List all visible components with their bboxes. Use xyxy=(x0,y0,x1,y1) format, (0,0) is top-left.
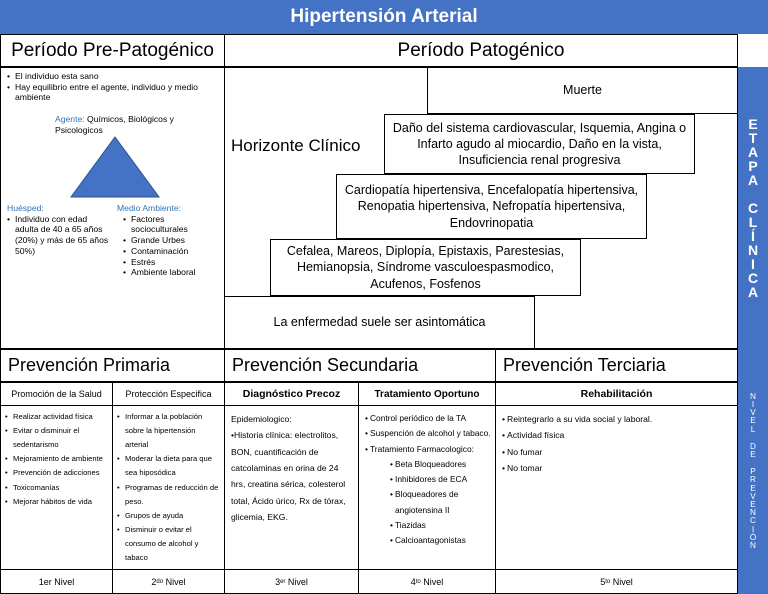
vertical-letter: Í xyxy=(751,228,755,244)
vertical-letter: A xyxy=(747,172,759,188)
medio-label: Medio Ambiente: xyxy=(117,203,182,213)
vertical-letter: L xyxy=(748,214,758,230)
list-item: • Disminuir o evitar el consumo de alcohol y tabaco xyxy=(117,523,220,565)
list-item: • Mejoramiento de ambiente xyxy=(5,452,108,466)
list-item: • Reintegrarlo a su vida social y laboral. xyxy=(502,411,731,427)
huesped-block xyxy=(7,203,111,257)
farmacos-list xyxy=(390,457,491,549)
list-item: • Informar a la población sobre la hipertensión arterial xyxy=(117,410,220,452)
prevencion-secundaria-heading: Prevención Secundaria xyxy=(224,349,496,382)
stage-cardiopatia: Cardiopatía hipertensiva, Encefalopatía hipertensiva, Renopatia hipertensiva, Nefropatía hipertensiva, Endovrinopatia xyxy=(336,174,647,239)
pre-patogenico-panel xyxy=(0,67,225,349)
nivel-5: 5 to Nivel xyxy=(495,569,738,594)
nivel-prevencion-bar xyxy=(738,349,768,594)
cell-proteccion-especifica xyxy=(112,405,225,570)
list-item: • Suspención de alcohol y tabaco. xyxy=(365,426,491,441)
vertical-letter xyxy=(751,187,755,201)
list-item: • Hay equilibrio entre el agente, individuo y medio ambiente xyxy=(7,82,219,103)
vertical-letter: P xyxy=(750,467,756,477)
vertical-letter: V xyxy=(750,491,756,501)
vertical-letter: E xyxy=(750,500,756,509)
vertical-letter: N xyxy=(750,508,756,518)
list-item: • Factores socioculturales xyxy=(123,214,223,235)
vertical-letter: E xyxy=(750,483,756,493)
huesped-label: Huésped: xyxy=(7,203,44,213)
proteccion-list xyxy=(117,410,220,565)
list-item: • Beta Bloqueadores xyxy=(390,457,491,472)
vertical-letter: C xyxy=(750,516,756,526)
nivel-2: 2 do Nivel xyxy=(112,569,225,594)
vertical-letter: I xyxy=(751,256,755,272)
list-item: • Individuo con edad adulta de 40 a 65 años (20%) y más de 65 años 50%) xyxy=(7,214,111,257)
diagnostico-line: •Historia clínica: electrolitos, BON, cuantificación de catcolaminas en orina de 24 hrs, creatina sérica, colesterol total, Ácido úrico, Rx de tórax, glicemia, EKG. xyxy=(231,430,346,522)
vertical-letter: E xyxy=(748,116,758,132)
list-item: • Evitar o disminuir el sedentarismo xyxy=(5,424,108,452)
medio-list xyxy=(123,214,223,278)
list-item: • Estrés xyxy=(123,257,223,268)
col-promocion-salud: Promoción de la Salud xyxy=(0,382,113,406)
rehabilitacion-list xyxy=(502,411,731,476)
list-item: • Tratamiento Farmacologico: xyxy=(365,442,491,457)
vertical-letter: I xyxy=(751,399,755,409)
vertical-letter: T xyxy=(748,130,758,146)
vertical-letter: Ó xyxy=(749,532,757,542)
prevencion-terciaria-heading: Prevención Terciaria xyxy=(495,349,738,382)
stage-sintomas: Cefalea, Mareos, Diplopía, Epistaxis, Parestesias, Hemianopsia, Síndrome vasculoespasmodico, Acufenos, Fosfenos xyxy=(270,239,581,296)
cell-diagnostico-precoz xyxy=(224,405,359,570)
diagnostico-line: Epidemiologico: xyxy=(231,414,292,424)
list-item: • Mejorar hábitos de vida xyxy=(5,495,108,509)
list-item: • No fumar xyxy=(502,444,731,460)
promocion-list xyxy=(5,410,108,509)
cell-promocion-salud xyxy=(0,405,113,570)
agente-label: Agente: xyxy=(55,114,85,124)
vertical-letter: N xyxy=(750,391,756,401)
vertical-letter: P xyxy=(748,158,758,174)
vertical-letter: N xyxy=(750,541,756,551)
page-title: Hipertensión Arterial xyxy=(0,0,768,34)
tratamiento-list xyxy=(365,411,491,457)
list-item: • Grande Urbes xyxy=(123,235,223,246)
agente-block xyxy=(55,114,205,136)
list-item: • Realizar actividad física xyxy=(5,410,108,424)
stage-muerte: Muerte xyxy=(427,67,738,114)
horizonte-clinico-label: Horizonte Clínico xyxy=(231,136,361,155)
stage-dano-sistemico: Daño del sistema cardiovascular, Isquemia, Angina o Infarto agudo al miocardio, Daño en la vista, Insuficiencia renal progresiva xyxy=(384,114,695,174)
list-item: • Ambiente laboral xyxy=(123,267,223,278)
col-diagnostico-precoz: Diagnóstico Precoz xyxy=(224,382,359,406)
pre-bullets xyxy=(7,71,219,103)
vertical-letter: N xyxy=(747,242,759,258)
cell-rehabilitacion xyxy=(495,405,738,570)
vertical-letter: R xyxy=(750,475,756,485)
list-item: • Bloqueadores de angiotensina II xyxy=(390,487,491,518)
list-item: • Contaminación xyxy=(123,246,223,257)
nivel-3: 3 er Nivel xyxy=(224,569,359,594)
vertical-letter: E xyxy=(750,416,756,426)
col-rehabilitacion: Rehabilitación xyxy=(495,382,738,406)
list-item: • Calcioantagonistas xyxy=(390,533,491,548)
col-proteccion-especifica: Protección Especifica xyxy=(112,382,225,406)
huesped-list xyxy=(7,214,111,257)
vertical-letter: E xyxy=(750,449,756,459)
medio-block xyxy=(117,203,223,278)
vertical-letter: V xyxy=(750,408,756,418)
list-item: • Control periódico de la TA xyxy=(365,411,491,426)
pre-patogenico-heading: Período Pre-Patogénico xyxy=(0,34,225,67)
vertical-letter: A xyxy=(747,284,759,300)
vertical-letter: I xyxy=(751,524,755,534)
stage-asintomatica: La enfermedad suele ser asintomática xyxy=(224,296,535,349)
patogenico-heading: Período Patogénico xyxy=(224,34,738,67)
list-item: • No tomar xyxy=(502,460,731,476)
col-tratamiento-oportuno: Tratamiento Oportuno xyxy=(358,382,496,406)
agente-text: Químicos, Biológicos y Psicologicos xyxy=(55,114,174,136)
etapa-clinica-bar xyxy=(738,67,768,349)
vertical-letter: C xyxy=(747,270,759,286)
vertical-letter: A xyxy=(747,144,759,160)
triangle-icon xyxy=(69,135,161,199)
list-item: • Prevención de adicciones xyxy=(5,466,108,480)
list-item: • Moderar la dieta para que sea hiposódica xyxy=(117,452,220,480)
prevencion-primaria-heading: Prevención Primaria xyxy=(0,349,225,382)
vertical-letter: L xyxy=(750,424,756,434)
list-item: • El individuo esta sano xyxy=(7,71,219,82)
list-item: • Programas de reducción de peso. xyxy=(117,481,220,509)
vertical-letter: C xyxy=(747,200,759,216)
nivel-1: 1er Nivel xyxy=(0,569,113,594)
list-item: • Actividad física xyxy=(502,427,731,443)
list-item: • Tiazidas xyxy=(390,518,491,533)
list-item: • Inhibidores de ECA xyxy=(390,472,491,487)
list-item: • Grupos de ayuda xyxy=(117,509,220,523)
vertical-letter: D xyxy=(750,441,756,451)
cell-tratamiento-oportuno xyxy=(358,405,496,570)
nivel-4: 4 to Nivel xyxy=(358,569,496,594)
list-item: • Toxicomanías xyxy=(5,481,108,495)
